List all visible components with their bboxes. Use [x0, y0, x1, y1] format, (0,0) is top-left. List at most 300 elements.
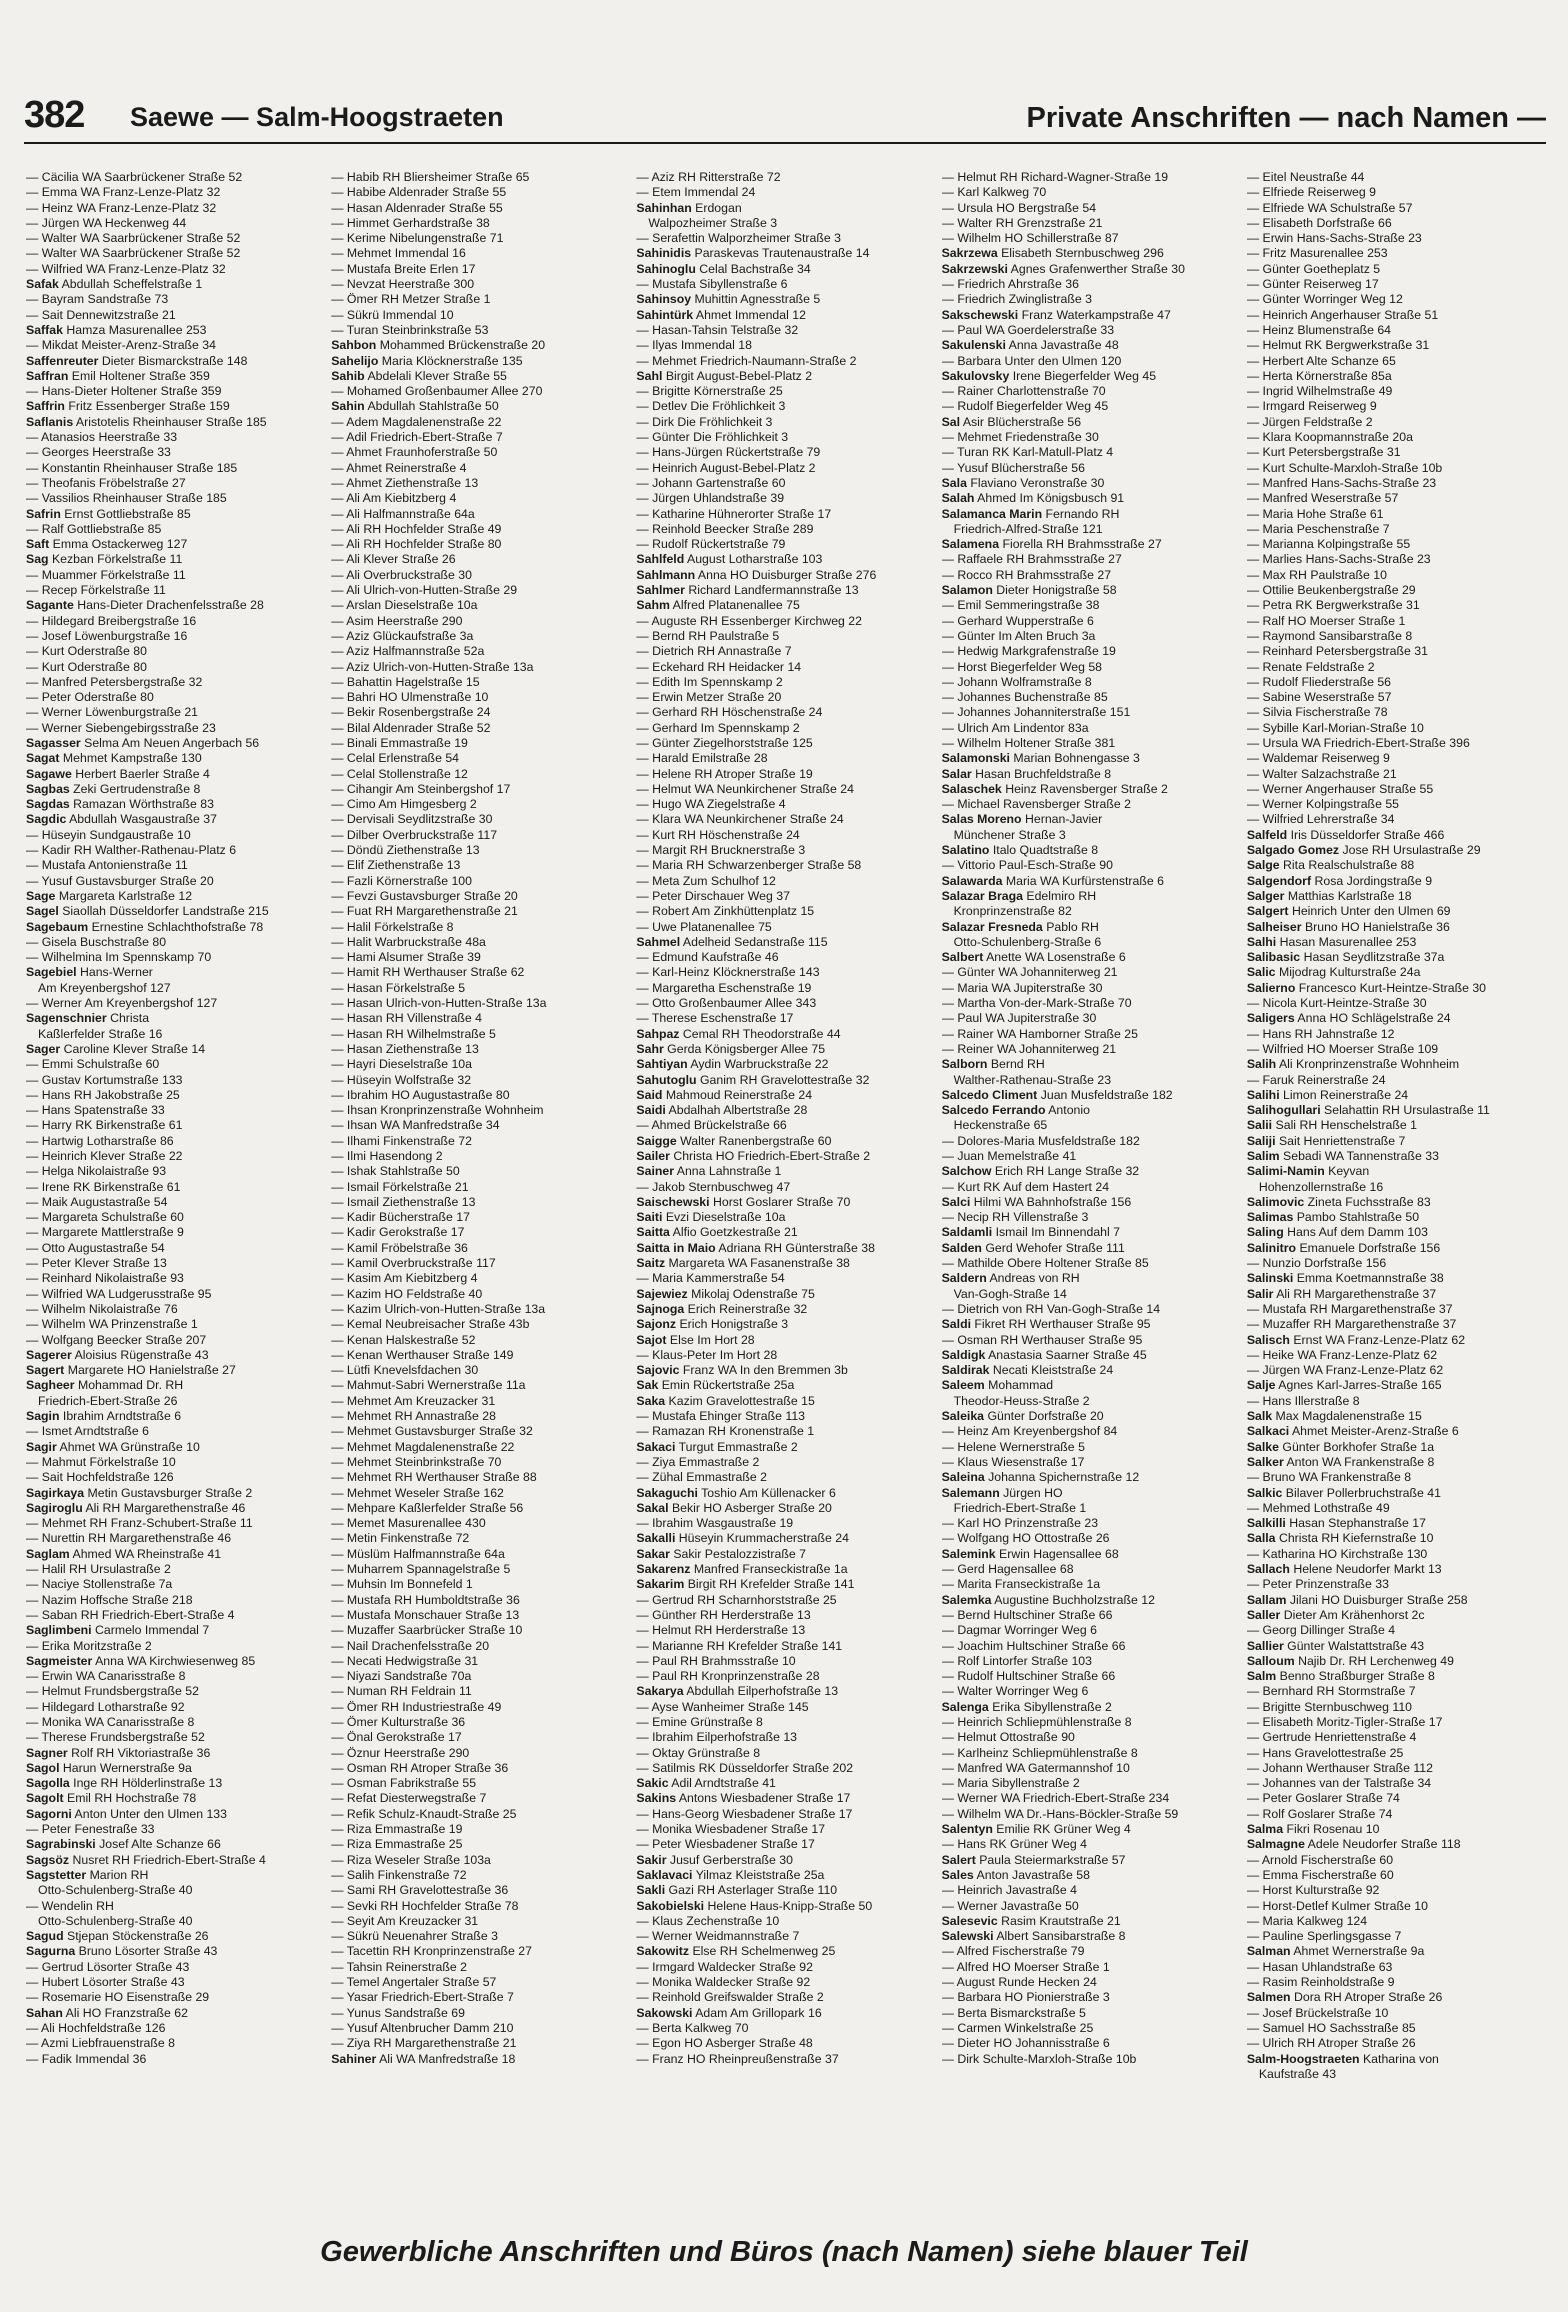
surname: Salinitro: [1246, 1240, 1297, 1255]
entry-text: Else Im Hort 28: [669, 1332, 755, 1347]
directory-entry: [1247, 629, 1542, 644]
directory-entry: [331, 1746, 626, 1761]
entry-text: — Kasim Am Kiebitzberg 4: [331, 1271, 478, 1286]
entry-text: — Hayri Dieselstraße 10a: [331, 1057, 472, 1072]
entry-text: Turgut Emmastraße 2: [678, 1439, 798, 1454]
directory-entry: [636, 1883, 931, 1898]
surname: Salgert: [1246, 904, 1289, 919]
directory-entry: [1247, 583, 1542, 598]
entry-text: Stjepan Stöckenstraße 26: [67, 1929, 209, 1944]
entry-text: — Yasar Friedrich-Ebert-Straße 7: [331, 1990, 514, 2005]
entry-text: — Mehpare Kaßlerfelder Straße 56: [331, 1500, 524, 1515]
entry-text: — Helmut Ottostraße 90: [941, 1730, 1075, 1745]
entry-text: — Werner Löwenburgstraße 21: [26, 705, 199, 720]
directory-entry: [636, 537, 931, 552]
entry-text: — Gertrude Henriettenstraße 4: [1246, 1730, 1417, 1745]
entry-text: Hohenzollernstraße 16: [1258, 1179, 1384, 1194]
directory-entry: [26, 1730, 321, 1745]
surname: Sagorni: [26, 1806, 72, 1821]
directory-entry: [331, 246, 626, 261]
directory-entry: [1247, 996, 1542, 1011]
surname: Saidi: [636, 1103, 666, 1118]
directory-entry: [1247, 1180, 1542, 1195]
entry-text: Edelmiro RH: [1026, 888, 1097, 903]
surname: Sagel: [26, 904, 59, 919]
directory-entry: [331, 1149, 626, 1164]
entry-text: Anton Unter den Ulmen 133: [74, 1806, 227, 1821]
directory-entry: [26, 1073, 321, 1088]
directory-entry: [942, 1807, 1237, 1822]
entry-text: Aristotelis Rheinhauser Straße 185: [75, 414, 267, 429]
entry-text: Antonio: [1048, 1103, 1090, 1118]
surname: Sakschewski: [941, 307, 1019, 322]
entry-text: — Aziz Glückaufstraße 3a: [331, 628, 474, 643]
surname: Saleem: [941, 1378, 985, 1393]
surname: Sahintürk: [636, 307, 694, 322]
directory-entry: [331, 2036, 626, 2051]
entry-text: — Maria WA Jupiterstraße 30: [941, 980, 1103, 995]
surname: Salamon: [941, 583, 993, 598]
directory-entry: [1247, 874, 1542, 889]
directory-entry: [942, 338, 1237, 353]
entry-text: — Elfriede WA Schulstraße 57: [1246, 200, 1413, 215]
surname: Sagenschnier: [26, 1011, 107, 1026]
directory-entry: [26, 476, 321, 491]
entry-text: — Marianna Kolpingstraße 55: [1246, 537, 1411, 552]
entry-text: Bilaver Pollerbruchstraße 41: [1285, 1485, 1441, 1500]
entry-text: — Helmut RH Herderstraße 13: [636, 1623, 806, 1638]
entry-text: — Karl-Heinz Klöcknerstraße 143: [636, 965, 820, 980]
directory-entry: [26, 767, 321, 782]
directory-entry: [636, 216, 931, 231]
surname: Salmen: [1246, 1990, 1291, 2005]
surname: Salatino: [941, 843, 990, 858]
directory-entry: [942, 1883, 1237, 1898]
directory-entry: [942, 1914, 1237, 1929]
entry-text: Carmelo Immendal 7: [95, 1623, 210, 1638]
entry-text: — Peter Fenestraße 33: [26, 1822, 155, 1837]
directory-entry: [26, 782, 321, 797]
directory-entry: [331, 1501, 626, 1516]
entry-text: — Nicola Kurt-Heintze-Straße 30: [1246, 996, 1427, 1011]
directory-entry: [26, 1669, 321, 1684]
entry-text: — Günter Die Fröhlichkeit 3: [636, 430, 789, 445]
directory-entry: [636, 1700, 931, 1715]
entry-text: Paula Steiermarkstraße 57: [979, 1852, 1126, 1867]
directory-entry: [26, 1394, 321, 1409]
entry-text: — Raymond Sansibarstraße 8: [1246, 628, 1413, 643]
directory-entry: [636, 1210, 931, 1225]
entry-text: — Ahmed Brückelstraße 66: [636, 1118, 787, 1133]
entry-text: Alfio Goetzkestraße 21: [672, 1225, 798, 1240]
entry-text: Benno Straßburger Straße 8: [1279, 1669, 1435, 1684]
directory-entry: [1247, 201, 1542, 216]
directory-entry: [1247, 904, 1542, 919]
directory-entry: [1247, 1118, 1542, 1133]
directory-entry: [636, 1225, 931, 1240]
directory-entry: [636, 629, 931, 644]
directory-entry: [1247, 843, 1542, 858]
entry-text: — Riza Weseler Straße 103a: [331, 1852, 491, 1867]
directory-entry: [1247, 476, 1542, 491]
directory-entry: [636, 552, 931, 567]
directory-entry: [942, 1684, 1237, 1699]
directory-entry: [1247, 1746, 1542, 1761]
directory-entry: [636, 1822, 931, 1837]
directory-entry: [636, 354, 931, 369]
entry-text: Rosa Jordingstraße 9: [1314, 873, 1433, 888]
entry-text: Horst Goslarer Straße 70: [712, 1194, 851, 1209]
directory-entry: [26, 1409, 321, 1424]
surname: Sakarya: [636, 1684, 684, 1699]
entry-text: — Rudolf Biegerfelder Weg 45: [941, 399, 1109, 414]
entry-text: — Ismail Ziethenstraße 13: [331, 1194, 476, 1209]
entry-text: Jürgen HO: [1003, 1485, 1063, 1500]
directory-entry: [1247, 354, 1542, 369]
surname: Sailer: [636, 1149, 670, 1163]
directory-entry: [942, 1118, 1237, 1133]
entry-text: — Kazim HO Feldstraße 40: [331, 1286, 483, 1301]
directory-entry: [636, 2006, 931, 2021]
directory-entry: [942, 736, 1237, 751]
directory-entry: [942, 1623, 1237, 1638]
directory-entry: [331, 828, 626, 843]
entry-text: — Elisabeth Moritz-Tigler-Straße 17: [1246, 1714, 1443, 1729]
entry-text: Emil RH Hochstraße 78: [67, 1791, 197, 1806]
directory-entry: [26, 1944, 321, 1959]
entry-text: Matthias Karlstraße 18: [1287, 888, 1412, 903]
entry-text: — Fuat RH Margarethenstraße 21: [331, 904, 518, 919]
directory-entry: [636, 1256, 931, 1271]
directory-entry: [942, 1271, 1237, 1286]
directory-entry: [636, 1241, 931, 1256]
entry-text: — Ömer Kulturstraße 36: [331, 1714, 466, 1729]
entry-text: Birgit August-Bebel-Platz 2: [665, 368, 813, 383]
entry-text: — Hasan Ziethenstraße 13: [331, 1041, 479, 1056]
directory-entry: [942, 568, 1237, 583]
entry-text: — Emma WA Franz-Lenze-Platz 32: [26, 185, 221, 200]
surname: Sakar: [636, 1546, 670, 1561]
directory-entry: [942, 1791, 1237, 1806]
directory-entry: [636, 170, 931, 185]
entry-text: Ahmet Meister-Arenz-Straße 6: [1291, 1424, 1459, 1439]
entry-text: — Mehmet RH Annastraße 28: [331, 1409, 496, 1424]
entry-text: — Martha Von-der-Mark-Straße 70: [941, 996, 1132, 1011]
entry-text: — Hans RK Grüner Weg 4: [941, 1837, 1087, 1852]
entry-text: — Konstantin Rheinhauser Straße 185: [26, 460, 238, 475]
surname: Sagirkaya: [26, 1485, 85, 1500]
directory-entry: [26, 1562, 321, 1577]
entry-text: Kaufstraße 43: [1258, 2066, 1337, 2081]
surname: Salimovic: [1246, 1194, 1305, 1209]
directory-entry: [331, 1531, 626, 1546]
directory-entry: [1247, 2067, 1542, 2082]
entry-text: Ernst Gottliebstraße 85: [64, 506, 191, 521]
directory-column: [942, 170, 1237, 2220]
directory-entry: [942, 1776, 1237, 1791]
entry-text: Abdullah Stahlstraße 50: [367, 399, 499, 414]
surname: Salger: [1246, 888, 1285, 903]
surname: Sagir: [26, 1439, 57, 1454]
directory-entry: [636, 767, 931, 782]
directory-entry: [1247, 1684, 1542, 1699]
entry-text: — Werner Javastraße 50: [941, 1898, 1079, 1913]
entry-text: — Fazli Körnerstraße 100: [331, 873, 472, 888]
directory-entry: [331, 430, 626, 445]
entry-text: Christa RH Kiefernstraße 10: [1278, 1531, 1434, 1546]
entry-text: Ahmed Im Königsbusch 91: [977, 491, 1125, 506]
surname: Sagrabinski: [26, 1837, 96, 1852]
directory-entry: [942, 797, 1237, 812]
surname: Sagat: [26, 751, 60, 766]
directory-entry: [636, 996, 931, 1011]
entry-text: — Emmi Schulstraße 60: [26, 1057, 160, 1072]
directory-entry: [942, 2052, 1237, 2067]
directory-entry: [26, 950, 321, 965]
surname: Saldigk: [941, 1347, 986, 1362]
entry-text: Erich Honigstraße 3: [679, 1317, 789, 1332]
directory-entry: [1247, 782, 1542, 797]
directory-entry: [636, 828, 931, 843]
directory-entry: [942, 996, 1237, 1011]
directory-entry: [1247, 2052, 1542, 2067]
directory-entry: [26, 1899, 321, 1914]
directory-entry: [331, 675, 626, 690]
surname: Salar: [941, 766, 972, 781]
entry-text: — Kurt RK Auf dem Hastert 24: [941, 1179, 1110, 1194]
entry-text: Adele Neudorfer Straße 118: [1307, 1837, 1461, 1852]
directory-entry: [636, 1011, 931, 1026]
directory-entry: [26, 1868, 321, 1883]
directory-entry: [942, 1287, 1237, 1302]
directory-entry: [636, 1073, 931, 1088]
entry-text: Irene Biegerfelder Weg 45: [1012, 368, 1157, 383]
directory-entry: [1247, 1791, 1542, 1806]
directory-entry: [331, 920, 626, 935]
directory-entry: [942, 782, 1237, 797]
entry-text: Günter Borkhofer Straße 1a: [1282, 1439, 1435, 1454]
entry-text: — Muammer Förkelstraße 11: [26, 567, 186, 582]
entry-text: — Hasan RH Wilhelmstraße 5: [331, 1026, 496, 1041]
directory-entry: [942, 660, 1237, 675]
directory-entry: [331, 507, 626, 522]
surname: Sagasser: [26, 735, 81, 750]
entry-text: Selahattin RH Ursulastraße 11: [1324, 1103, 1490, 1118]
entry-text: — Hans Spatenstraße 33: [26, 1103, 165, 1118]
entry-text: Hasan Masurenallee 253: [1279, 934, 1417, 949]
surname: Sakli: [636, 1883, 666, 1898]
directory-entry: [1247, 1577, 1542, 1592]
entry-text: — Herta Körnerstraße 85a: [1246, 368, 1392, 383]
directory-entry: [636, 1944, 931, 1959]
entry-text: — Ishak Stahlstraße 50: [331, 1164, 460, 1179]
directory-entry: [1247, 1776, 1542, 1791]
surname: Salcedo Ferrando: [941, 1103, 1046, 1118]
directory-entry: [331, 308, 626, 323]
directory-entry: [942, 1363, 1237, 1378]
entry-text: Emma Koetmannstraße 38: [1296, 1271, 1444, 1286]
directory-entry: [942, 950, 1237, 965]
entry-text: — Reinhard Nikolaistraße 93: [26, 1271, 184, 1286]
directory-entry: [636, 415, 931, 430]
surname: Salihi: [1246, 1087, 1280, 1102]
entry-text: — Kadir Gerokstraße 17: [331, 1225, 465, 1240]
directory-entry: [636, 1761, 931, 1776]
surname: Saitz: [636, 1256, 666, 1271]
directory-entry: [942, 1547, 1237, 1562]
directory-entry: [26, 1776, 321, 1791]
entry-text: — Wilhelm WA Dr.-Hans-Böckler-Straße 59: [941, 1806, 1179, 1821]
entry-text: — Therese Frundsbergstraße 52: [26, 1730, 205, 1745]
directory-entry: [331, 1761, 626, 1776]
directory-entry: [636, 1654, 931, 1669]
entry-text: — Ziya RH Margarethenstraße 21: [331, 2036, 517, 2051]
entry-text: Walpozheimer Straße 3: [648, 215, 778, 230]
entry-text: — Ibrahim Eilperhofstraße 13: [636, 1730, 798, 1745]
surname: Sajovic: [636, 1363, 680, 1378]
entry-text: — Ahmet Ziethenstraße 13: [331, 475, 479, 490]
entry-text: — Hasan Aldenrader Straße 55: [331, 200, 503, 215]
entry-text: — Arnold Fischerstraße 60: [1246, 1852, 1394, 1867]
entry-text: — Rudolf Hultschiner Straße 66: [941, 1669, 1116, 1684]
directory-entry: [331, 1134, 626, 1149]
directory-entry: [1247, 1608, 1542, 1623]
entry-text: — Peter Wiesbadener Straße 17: [636, 1837, 815, 1852]
directory-entry: [26, 1180, 321, 1195]
directory-entry: [331, 1669, 626, 1684]
directory-entry: [331, 1639, 626, 1654]
directory-entry: [1247, 338, 1542, 353]
directory-entry: [26, 981, 321, 996]
directory-entry: [331, 2006, 626, 2021]
directory-entry: [1247, 1210, 1542, 1225]
entry-text: — Otto Augustastraße 54: [26, 1240, 165, 1255]
directory-entry: [331, 904, 626, 919]
directory-entry: [1247, 1256, 1542, 1271]
entry-text: — Hildegard Lotharstraße 92: [26, 1699, 185, 1714]
directory-entry: [636, 1027, 931, 1042]
directory-entry: [331, 262, 626, 277]
directory-entry: [331, 1302, 626, 1317]
surname: Salbert: [941, 950, 984, 965]
surname: Salke: [1246, 1439, 1279, 1454]
surname: Saflanis: [26, 414, 74, 429]
directory-entry: [636, 981, 931, 996]
entry-text: Anastasia Saarner Straße 45: [988, 1347, 1147, 1362]
directory-entry: [26, 904, 321, 919]
directory-entry: [331, 1868, 626, 1883]
directory-entry: [26, 1027, 321, 1042]
entry-text: — Gertrud RH Scharnhorststraße 25: [636, 1592, 837, 1607]
directory-entry: [26, 1516, 321, 1531]
directory-entry: [1247, 1027, 1542, 1042]
directory-entry: [942, 721, 1237, 736]
entry-text: — Kamil Fröbelstraße 36: [331, 1240, 468, 1255]
entry-text: Kronprinzenstraße 82: [953, 904, 1072, 919]
entry-text: — Samuel HO Sachsstraße 85: [1246, 2020, 1416, 2035]
entry-text: — Halil RH Ursulastraße 2: [26, 1562, 171, 1577]
directory-entry: [331, 736, 626, 751]
directory-entry: [1247, 2036, 1542, 2051]
directory-entry: [1247, 1669, 1542, 1684]
directory-entry: [26, 1929, 321, 1944]
surname: Sakulovsky: [941, 368, 1010, 383]
directory-entry: [942, 1577, 1237, 1592]
entry-text: — Reiner WA Johanniterweg 21: [941, 1041, 1117, 1056]
entry-text: Rolf RH Viktoriastraße 36: [71, 1745, 211, 1760]
directory-entry: [942, 1394, 1237, 1409]
directory-entry: [942, 1639, 1237, 1654]
directory-entry: [331, 537, 626, 552]
entry-text: Ibrahim Arndtstraße 6: [62, 1409, 182, 1424]
surname: Sallier: [1246, 1638, 1284, 1653]
directory-entry: [331, 614, 626, 629]
directory-entry: [331, 1883, 626, 1898]
entry-text: — Johannes Buchenstraße 85: [941, 690, 1108, 705]
directory-entry: [331, 598, 626, 613]
directory-entry: [636, 1378, 931, 1393]
surname: Sajewiez: [636, 1286, 688, 1301]
directory-entry: [331, 1455, 626, 1470]
surname: Sahinsoy: [636, 292, 692, 307]
entry-text: — Waldemar Reiserweg 9: [1246, 751, 1390, 766]
directory-entry: [1247, 1011, 1542, 1026]
directory-entry: [942, 705, 1237, 720]
directory-entry: [636, 1455, 931, 1470]
directory-entry: [331, 874, 626, 889]
directory-entry: [636, 1929, 931, 1944]
directory-entry: [636, 1118, 931, 1133]
directory-entry: [1247, 1088, 1542, 1103]
surname: Saldi: [941, 1317, 971, 1332]
entry-text: — Seyit Am Kreuzacker 31: [331, 1913, 479, 1928]
entry-text: — Paul WA Jupiterstraße 30: [941, 1011, 1097, 1026]
entry-text: — Eckehard RH Heidacker 14: [636, 659, 802, 674]
directory-entry: [636, 338, 931, 353]
directory-entry: [331, 1516, 626, 1531]
entry-text: — Margit RH Brucknerstraße 3: [636, 843, 806, 858]
directory-entry: [636, 308, 931, 323]
entry-text: — Niyazi Sandstraße 70a: [331, 1669, 472, 1684]
entry-text: Anton WA Frankenstraße 8: [1286, 1454, 1435, 1469]
entry-text: — Ilhami Finkenstraße 72: [331, 1133, 472, 1148]
surname: Saleina: [941, 1470, 985, 1485]
surname: Salgado Gomez: [1246, 843, 1340, 858]
directory-entry: [1247, 1424, 1542, 1439]
entry-text: — Sevki RH Hochfelder Straße 78: [331, 1898, 519, 1913]
entry-text: — Maria Kammerstraße 54: [636, 1271, 785, 1286]
surname: Sagud: [26, 1929, 64, 1944]
entry-text: — Peter Prinzenstraße 33: [1246, 1577, 1389, 1592]
entry-text: Erich RH Lange Straße 32: [994, 1164, 1140, 1179]
directory-entry: [26, 1241, 321, 1256]
directory-entry: [636, 1195, 931, 1210]
entry-text: — Mehmet Immendal 16: [331, 246, 466, 261]
entry-text: — Kurt Oderstraße 80: [26, 659, 147, 674]
directory-entry: [1247, 430, 1542, 445]
directory-entry: [942, 598, 1237, 613]
directory-entry: [331, 2021, 626, 2036]
entry-text: — Fevzi Gustavsburger Straße 20: [331, 888, 518, 903]
directory-entry: [331, 1470, 626, 1485]
entry-text: — Klaus Zechenstraße 10: [636, 1913, 780, 1928]
directory-entry: [26, 1608, 321, 1623]
entry-text: Kaßlerfelder Straße 16: [38, 1026, 163, 1041]
entry-text: — Bahri HO Ulmenstraße 10: [331, 690, 489, 705]
entry-text: — Maria Hohe Straße 61: [1246, 506, 1384, 521]
entry-text: — Habibe Aldenrader Straße 55: [331, 185, 507, 200]
directory-entry: [942, 1746, 1237, 1761]
